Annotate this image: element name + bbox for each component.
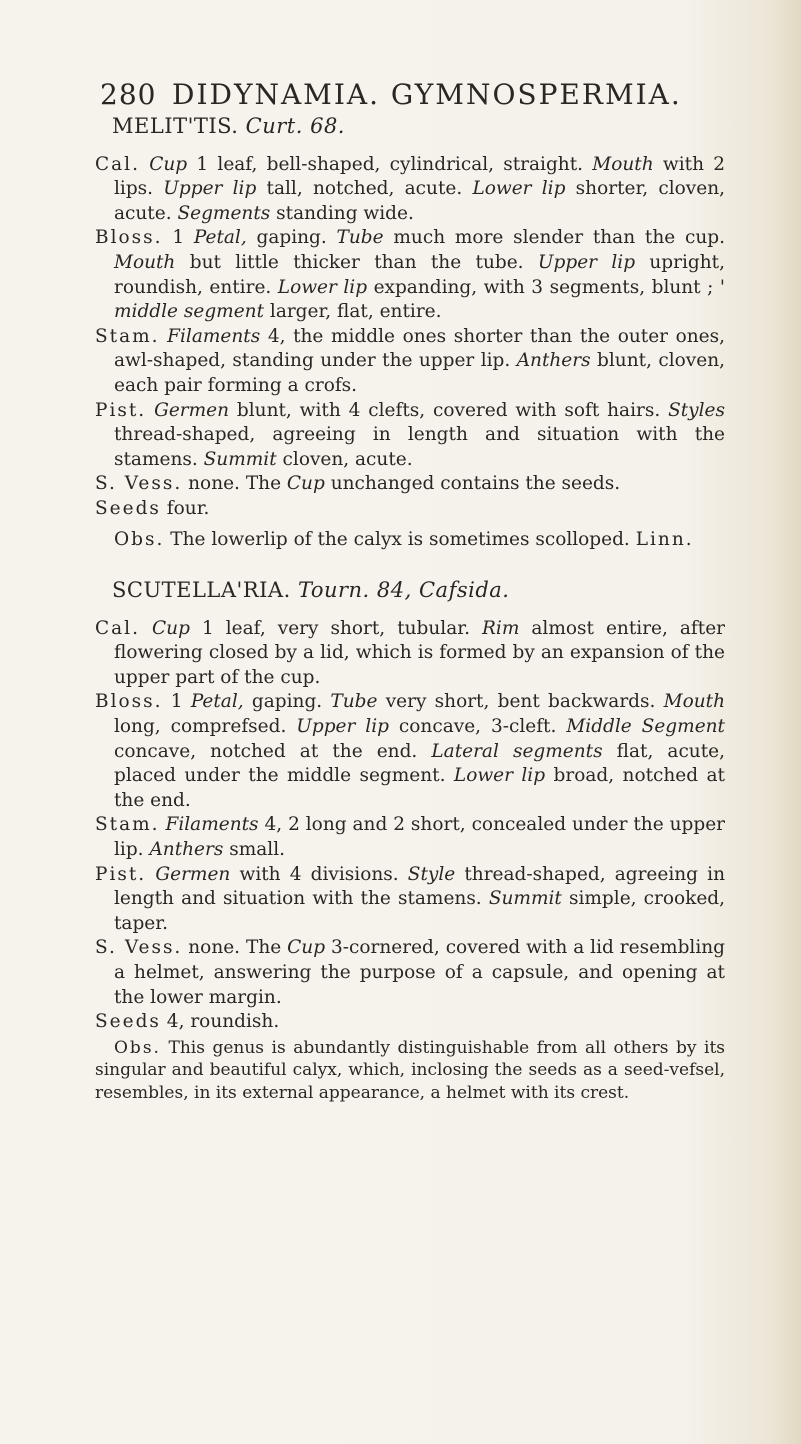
term: Cup <box>152 617 190 639</box>
text: none. The <box>182 473 287 495</box>
text: 3-cornered, covered with a lid resembling a helmet, answering the purpose of a capsule, and opening at the lower margin. <box>114 937 726 1008</box>
term: Lateral segments <box>431 740 603 762</box>
entry-head: Cal. <box>95 617 140 639</box>
text: 1 leaf, bell-shaped, cylindrical, straight. <box>187 153 593 175</box>
term: Tube <box>336 227 384 249</box>
entry-seed-vessel <box>95 472 725 497</box>
text: concave, 3-cleft. <box>388 716 567 738</box>
entry-observation <box>95 1037 725 1105</box>
page-number: 280 <box>100 78 157 111</box>
text: 4, 2 long and 2 short, concealed under the upper lip. <box>114 814 725 861</box>
entry-seed-vessel <box>95 936 725 1010</box>
term: Middle Segment <box>566 716 725 738</box>
text: four. <box>160 497 210 519</box>
term: Upper lip <box>296 716 389 738</box>
text: blunt, with 4 clefts, covered with soft hairs. <box>229 399 669 421</box>
text: standing wide. <box>270 202 414 224</box>
entry-head: Cal. <box>95 153 140 175</box>
entry-head: S. Vess. <box>95 937 183 959</box>
text: 1 leaf, very short, tubular. <box>189 617 482 639</box>
text: expanding, with 3 segments, blunt ; ' <box>367 276 725 298</box>
entry-pistil <box>95 863 725 937</box>
text: This genus is abundantly distinguishable from all others by its singular and beautiful calyx, which, inclosing the seeds as a seed-vefsel, resembles, in its external appearance, a helmet with its crest. <box>95 1037 725 1103</box>
text: 1 <box>162 227 194 249</box>
term: Styles <box>668 399 725 421</box>
term: Mouth <box>592 153 654 175</box>
entry-head: Obs. <box>114 528 165 550</box>
genus-heading-melittis <box>112 114 725 139</box>
term: Rim <box>481 617 520 639</box>
entry-calyx <box>95 617 725 691</box>
entry-head: S. Vess. <box>95 473 183 495</box>
citation: Linn. <box>635 528 694 550</box>
genus-name: SCUTELLA'RIA. <box>112 578 291 603</box>
term: Lower lip <box>472 178 566 200</box>
text: gaping. <box>246 227 337 249</box>
running-header <box>0 78 801 118</box>
text: blunt, cloven, each pair forming a crofs. <box>114 350 725 396</box>
entry-head: Bloss. <box>95 691 163 713</box>
entry-seeds <box>95 497 725 522</box>
header-title: DIDYNAMIA. GYMNOSPERMIA. <box>172 78 682 111</box>
term: Summit <box>488 888 562 910</box>
entry-head: Pist. <box>95 863 147 885</box>
text: gaping. <box>243 691 331 713</box>
text: small. <box>223 839 286 861</box>
text: cloven, acute. <box>276 448 413 470</box>
term: Lower lip <box>453 765 546 787</box>
text: 4, roundish. <box>160 1011 280 1033</box>
entry-head: Pist. <box>95 399 147 421</box>
term: Tube <box>330 691 378 713</box>
text: shorter, cloven, acute. <box>114 178 725 224</box>
term: Cup <box>287 937 326 959</box>
text: tall, notched, acute. <box>256 178 473 200</box>
entry-pistil <box>95 399 725 473</box>
text: much more slender than the cup. <box>383 227 725 249</box>
entry-observation <box>95 528 725 553</box>
text: The lowerlip of the calyx is sometimes scolloped. <box>164 528 636 550</box>
entry-blossom <box>95 226 725 324</box>
text: thread-shaped, agreeing in length and situation with the stamens. <box>114 424 725 470</box>
entry-stamens <box>95 813 725 862</box>
text: flat, acute, placed under the middle segment. <box>114 740 725 787</box>
term: Anthers <box>516 350 591 372</box>
entry-head: Bloss. <box>95 227 163 249</box>
term: Mouth <box>663 691 725 713</box>
term: Lower lip <box>277 276 368 298</box>
entry-head: Stam. <box>95 814 160 836</box>
term: Petal, <box>190 691 244 713</box>
term: Upper lip <box>537 251 636 273</box>
genus-heading-scutellaria <box>112 578 725 603</box>
text: but little thicker than the tube. <box>175 251 538 273</box>
term: middle segment <box>114 301 265 323</box>
term: Anthers <box>149 839 224 861</box>
term: Germen <box>154 399 230 421</box>
text: almost entire, after flowering closed by a lid, which is formed by an expansion of the upper part of the cup. <box>114 617 725 688</box>
entry-head: Seeds <box>95 497 161 519</box>
entry-head: Stam. <box>95 325 160 347</box>
genus-authority: Tourn. 84, Cafsida. <box>297 578 510 603</box>
entry-head: Seeds <box>95 1011 161 1033</box>
term: Cup <box>149 153 188 175</box>
text: 4, the middle ones shorter than the outer ones, awl-shaped, standing under the upper lip. <box>114 325 725 372</box>
entry-stamens <box>95 325 725 399</box>
text: 1 <box>162 691 191 713</box>
text: unchanged contains the seeds. <box>324 473 621 495</box>
text: upright, roundish, entire. <box>114 251 725 298</box>
term: Style <box>407 863 456 885</box>
term: Cup <box>286 473 325 495</box>
term: Mouth <box>114 251 176 273</box>
text: simple, crooked, taper. <box>114 888 726 934</box>
term: Filaments <box>167 325 261 347</box>
term: Germen <box>155 863 231 885</box>
text: thread-shaped, agreeing in length and situation with the stamens. <box>114 863 725 910</box>
term: Filaments <box>165 814 259 836</box>
entry-calyx <box>95 153 725 227</box>
term: Upper lip <box>163 178 257 200</box>
text: very short, bent backwards. <box>377 691 664 713</box>
entry-head: Obs. <box>114 1037 161 1058</box>
text: broad, notched at the end. <box>114 765 725 811</box>
text: long, comprefsed. <box>114 716 297 738</box>
text: with 4 divisions. <box>230 863 408 885</box>
term: Summit <box>203 448 277 470</box>
page-body <box>95 114 725 1121</box>
text: none. The <box>182 937 288 959</box>
entry-seeds <box>95 1010 725 1035</box>
genus-name: MELIT'TIS. <box>112 114 239 138</box>
genus-authority: Curt. 68. <box>245 114 345 138</box>
text: larger, flat, entire. <box>264 301 442 323</box>
term: Segments <box>177 202 271 224</box>
term: Petal, <box>193 227 247 249</box>
text: with 2 lips. <box>114 153 725 200</box>
entry-blossom <box>95 690 725 813</box>
text: concave, notched at the end. <box>114 740 432 762</box>
